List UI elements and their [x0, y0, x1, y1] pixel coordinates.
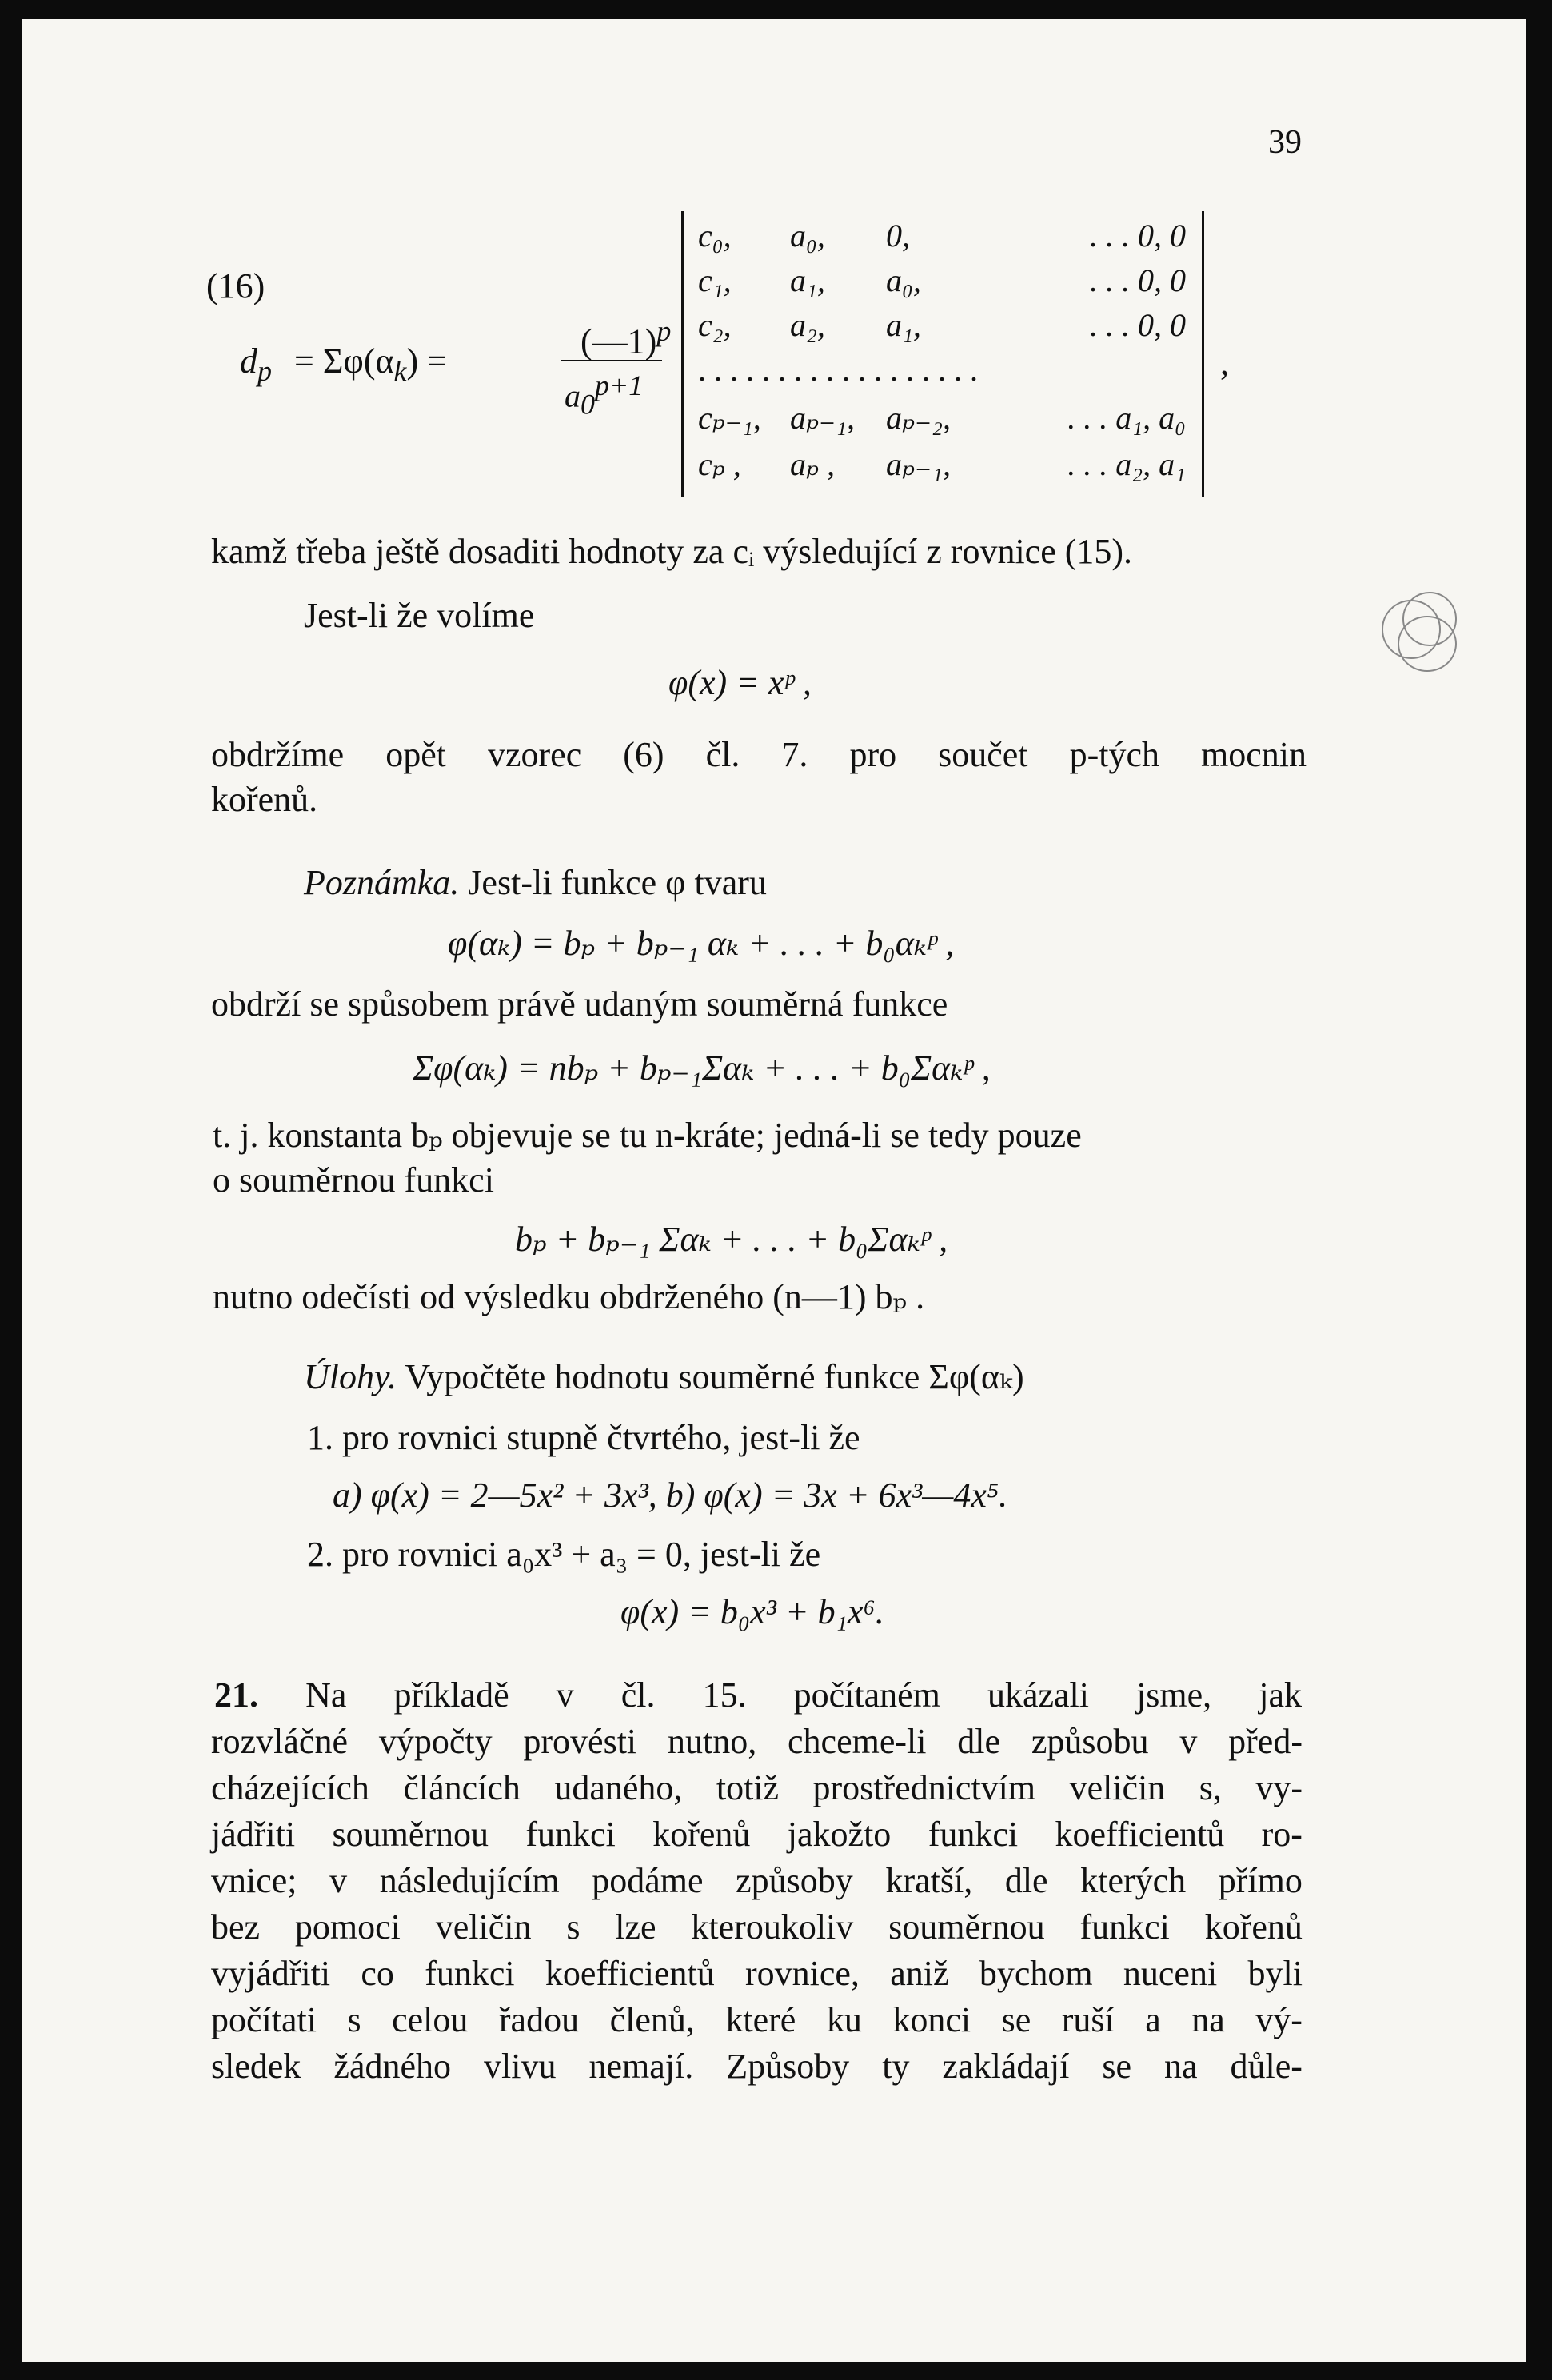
matrix-cell: c₀,	[698, 218, 732, 254]
paragraph-line	[211, 1953, 1303, 1995]
word: ku	[826, 2000, 862, 2039]
word: vzorec	[488, 735, 582, 774]
word: čl.	[620, 1675, 656, 1715]
poznamka-label: Poznámka.	[304, 863, 460, 902]
word: na	[1191, 2000, 1225, 2039]
word: byli	[1247, 1954, 1303, 1993]
word: řadou	[498, 2000, 580, 2039]
word: lze	[615, 1907, 656, 1947]
paragraph-line	[211, 1814, 1303, 1855]
equation-phi-alpha: φ(αₖ) = bₚ + bₚ₋₁ αₖ + . . . + b₀αₖᵖ ,	[448, 924, 955, 963]
matrix-cell: 0,	[886, 218, 910, 254]
word: nemají.	[588, 2047, 694, 2086]
equation-denominator-sup: p+1	[595, 369, 644, 401]
word: funkci	[1079, 1907, 1170, 1947]
text-line: o souměrnou funkci	[213, 1160, 494, 1200]
word: chceme-li	[788, 1722, 927, 1761]
word: rozvláčné	[211, 1722, 348, 1761]
matrix-row	[698, 400, 1186, 437]
word: 7.	[781, 735, 808, 774]
word: žádného	[333, 2047, 452, 2086]
matrix-cell: . . . 0, 0	[1090, 262, 1186, 298]
matrix-dots: . . . . . . . . . . . . . . . . . .	[698, 352, 978, 388]
poznamka-text: Jest-li funkce φ tvaru	[468, 863, 767, 902]
text-line: obdrží se spůsobem právě udaným souměrná funkce	[211, 984, 948, 1024]
ulohy-line	[304, 1356, 1024, 1398]
word: celou	[392, 2000, 469, 2039]
matrix-cell: . . . a₂, a₁	[1067, 446, 1186, 482]
word: prostřednictvím	[812, 1768, 1036, 1807]
word: kratší,	[885, 1861, 973, 1900]
equation-denominator-base: a	[565, 377, 581, 414]
word: v	[329, 1861, 348, 1900]
paragraph-line	[211, 1721, 1303, 1763]
word: funkci	[928, 1815, 1019, 1854]
equation-lhs-sub: p	[257, 354, 272, 387]
word: konci	[892, 2000, 971, 2039]
matrix-cell: a₀,	[790, 218, 825, 254]
word: kterých	[1080, 1861, 1187, 1900]
word: opět	[385, 735, 446, 774]
matrix-cell: a₁,	[790, 262, 825, 298]
equation-bp: bₚ + bₚ₋₁ Σαₖ + . . . + b₀Σαₖᵖ ,	[515, 1220, 948, 1259]
word: co	[361, 1954, 394, 1993]
word: kořenů	[652, 1815, 751, 1854]
equation-numerator-text: (—1)	[581, 321, 657, 361]
text-line: kořenů.	[211, 780, 318, 819]
word: počítaném	[793, 1675, 940, 1715]
word: rovnice,	[745, 1954, 860, 1993]
equation-denominator	[565, 365, 643, 425]
word: kořenů	[1204, 1907, 1303, 1947]
word: souměrnou	[332, 1815, 489, 1854]
word: vlivu	[484, 2047, 557, 2086]
text-line: Jest-li že volíme	[304, 596, 535, 635]
word: členů,	[609, 2000, 695, 2039]
equation-middle-text: = Σφ(α	[294, 341, 394, 381]
paragraph-line	[211, 1907, 1303, 1948]
library-stamp	[1382, 592, 1462, 672]
word: jak	[1259, 1675, 1302, 1715]
matrix-cell: aₚ₋₁,	[790, 400, 856, 436]
word: funkci	[425, 1954, 515, 1993]
word: zakládají	[942, 2047, 1070, 2086]
word: souměrnou	[888, 1907, 1045, 1947]
word: dle	[957, 1722, 1001, 1761]
word: dle	[1004, 1861, 1048, 1900]
poznamka-line	[304, 862, 767, 904]
equation-sum-phi: Σφ(αₖ) = nbₚ + bₚ₋₁Σαₖ + . . . + b₀Σαₖᵖ ,	[413, 1048, 991, 1088]
word: nuceni	[1123, 1954, 1218, 1993]
word: se	[1001, 2000, 1031, 2039]
word: článcích	[403, 1768, 521, 1807]
word: pro	[849, 735, 897, 774]
equation-numerator-sup: p	[656, 315, 672, 347]
text-line: kamž třeba ještě dosaditi hodnoty za cᵢ výsledující z rovnice (15).	[211, 532, 1133, 571]
word: aniž	[890, 1954, 949, 1993]
word: vy-	[1255, 1768, 1303, 1807]
word: důle-	[1230, 2047, 1303, 2086]
matrix-cell: . . . 0, 0	[1090, 307, 1186, 343]
word: obdržíme	[211, 735, 345, 774]
word: ukázali	[987, 1675, 1089, 1715]
scanned-page	[22, 19, 1526, 2362]
word: mocnin	[1201, 735, 1307, 774]
word: čl.	[705, 735, 740, 774]
matrix-cell: c₁,	[698, 262, 732, 298]
matrix-row	[698, 307, 1186, 344]
matrix-row	[698, 352, 1186, 389]
word: přímo	[1218, 1861, 1303, 1900]
word: součet	[938, 735, 1028, 774]
word: ruší	[1061, 2000, 1115, 2039]
equation-phi: φ(x) = xᵖ ,	[668, 663, 812, 702]
word: počítati	[211, 2000, 317, 2039]
word: s	[347, 2000, 361, 2039]
matrix-cell: aₚ₋₁,	[886, 446, 952, 482]
word: způsoby	[736, 1861, 853, 1900]
word: (6)	[623, 735, 664, 774]
matrix-cell: a₂,	[790, 307, 825, 343]
paragraph-line	[211, 2046, 1303, 2087]
word: se	[1102, 2047, 1131, 2086]
word: koefficientů	[545, 1954, 715, 1993]
matrix-row	[698, 446, 1186, 483]
stamp-ring	[1398, 616, 1457, 672]
determinant-matrix	[681, 211, 1204, 497]
word: vyjádřiti	[211, 1954, 331, 1993]
equation-middle-close: ) =	[406, 341, 447, 381]
matrix-row	[698, 218, 1186, 254]
paragraph-line	[211, 1860, 1303, 1902]
equation-lhs-symbol: d	[240, 341, 257, 381]
task-equations: a) φ(x) = 2—5x² + 3x³, b) φ(x) = 3x + 6x³—4x⁵.	[333, 1476, 1008, 1515]
word: funkci	[525, 1815, 616, 1854]
fraction-bar	[561, 360, 662, 361]
word: veličin	[1069, 1768, 1166, 1807]
equation-lhs	[240, 341, 272, 392]
matrix-cell: cₚ ,	[698, 446, 741, 482]
word: které	[725, 2000, 796, 2039]
matrix-cell: aₚ₋₂,	[886, 400, 952, 436]
word: sledek	[211, 2047, 301, 2086]
text-line-justified	[211, 734, 1307, 776]
task-equation: φ(x) = b₀x³ + b₁x⁶.	[620, 1592, 884, 1631]
equation-comma: ,	[1220, 343, 1229, 382]
matrix-cell: a₀,	[886, 262, 921, 298]
word: nutno,	[667, 1722, 757, 1761]
matrix-row	[698, 262, 1186, 299]
equation-numerator	[581, 310, 671, 363]
word: vnice;	[211, 1861, 297, 1900]
word: před-	[1228, 1722, 1303, 1761]
equation-middle	[294, 341, 447, 392]
equation-denominator-sub: 0	[581, 388, 595, 421]
word: ty	[882, 2047, 910, 2086]
word: udaného,	[554, 1768, 683, 1807]
paragraph-line	[214, 1675, 1302, 1716]
word: v	[556, 1675, 574, 1715]
word: a	[1145, 2000, 1161, 2039]
page-number: 39	[1268, 124, 1302, 161]
matrix-cell: cₚ₋₁,	[698, 400, 761, 436]
section-number: 21.	[214, 1675, 258, 1715]
word: jakožto	[787, 1815, 892, 1854]
word: kteroukoliv	[691, 1907, 854, 1947]
word: způsobu	[1031, 1722, 1149, 1761]
word: s,	[1199, 1768, 1222, 1807]
task-line: 1. pro rovnici stupně čtvrtého, jest-li že	[307, 1418, 860, 1457]
word: ro-	[1261, 1815, 1303, 1854]
word: příkladě	[393, 1675, 509, 1715]
equation-label: (16)	[206, 266, 265, 305]
word: výpočty	[378, 1722, 493, 1761]
matrix-cell: . . . 0, 0	[1090, 218, 1186, 254]
word: v	[1179, 1722, 1198, 1761]
word: cházejících	[211, 1768, 369, 1807]
word: podáme	[592, 1861, 704, 1900]
text-line: nutno odečísti od výsledku obdrženého (n—1) bₚ .	[213, 1277, 925, 1316]
word: Na	[305, 1675, 347, 1715]
word: p-tých	[1069, 735, 1159, 774]
word: bychom	[979, 1954, 1093, 1993]
paragraph-line	[211, 1767, 1303, 1809]
word: pomoci	[294, 1907, 401, 1947]
word: koefficientů	[1055, 1815, 1225, 1854]
word: veličin	[435, 1907, 532, 1947]
equation-middle-sub: k	[393, 354, 407, 387]
word: totiž	[716, 1768, 780, 1807]
word: jsme,	[1136, 1675, 1212, 1715]
paragraph-line	[211, 1999, 1303, 2041]
word: vý-	[1255, 2000, 1303, 2039]
matrix-cell: aₚ ,	[790, 446, 835, 482]
word: Způsoby	[726, 2047, 850, 2086]
task-line: 2. pro rovnici a₀x³ + a₃ = 0, jest-li že	[307, 1535, 821, 1574]
word: provésti	[523, 1722, 637, 1761]
word: na	[1164, 2047, 1198, 2086]
text-line: t. j. konstanta bₚ objevuje se tu n-kráte; jedná-li se tedy pouze	[213, 1116, 1082, 1155]
word: s	[566, 1907, 581, 1947]
matrix-cell: . . . a₁, a₀	[1067, 400, 1186, 436]
ulohy-text: Vypočtěte hodnotu souměrné funkce Σφ(αₖ)	[405, 1357, 1024, 1396]
word: jádřiti	[211, 1815, 296, 1854]
matrix-cell: c₂,	[698, 307, 732, 343]
word: bez	[211, 1907, 261, 1947]
matrix-cell: a₁,	[886, 307, 921, 343]
ulohy-label: Úlohy.	[304, 1357, 397, 1396]
word: 15.	[702, 1675, 747, 1715]
word: následujícím	[379, 1861, 560, 1900]
